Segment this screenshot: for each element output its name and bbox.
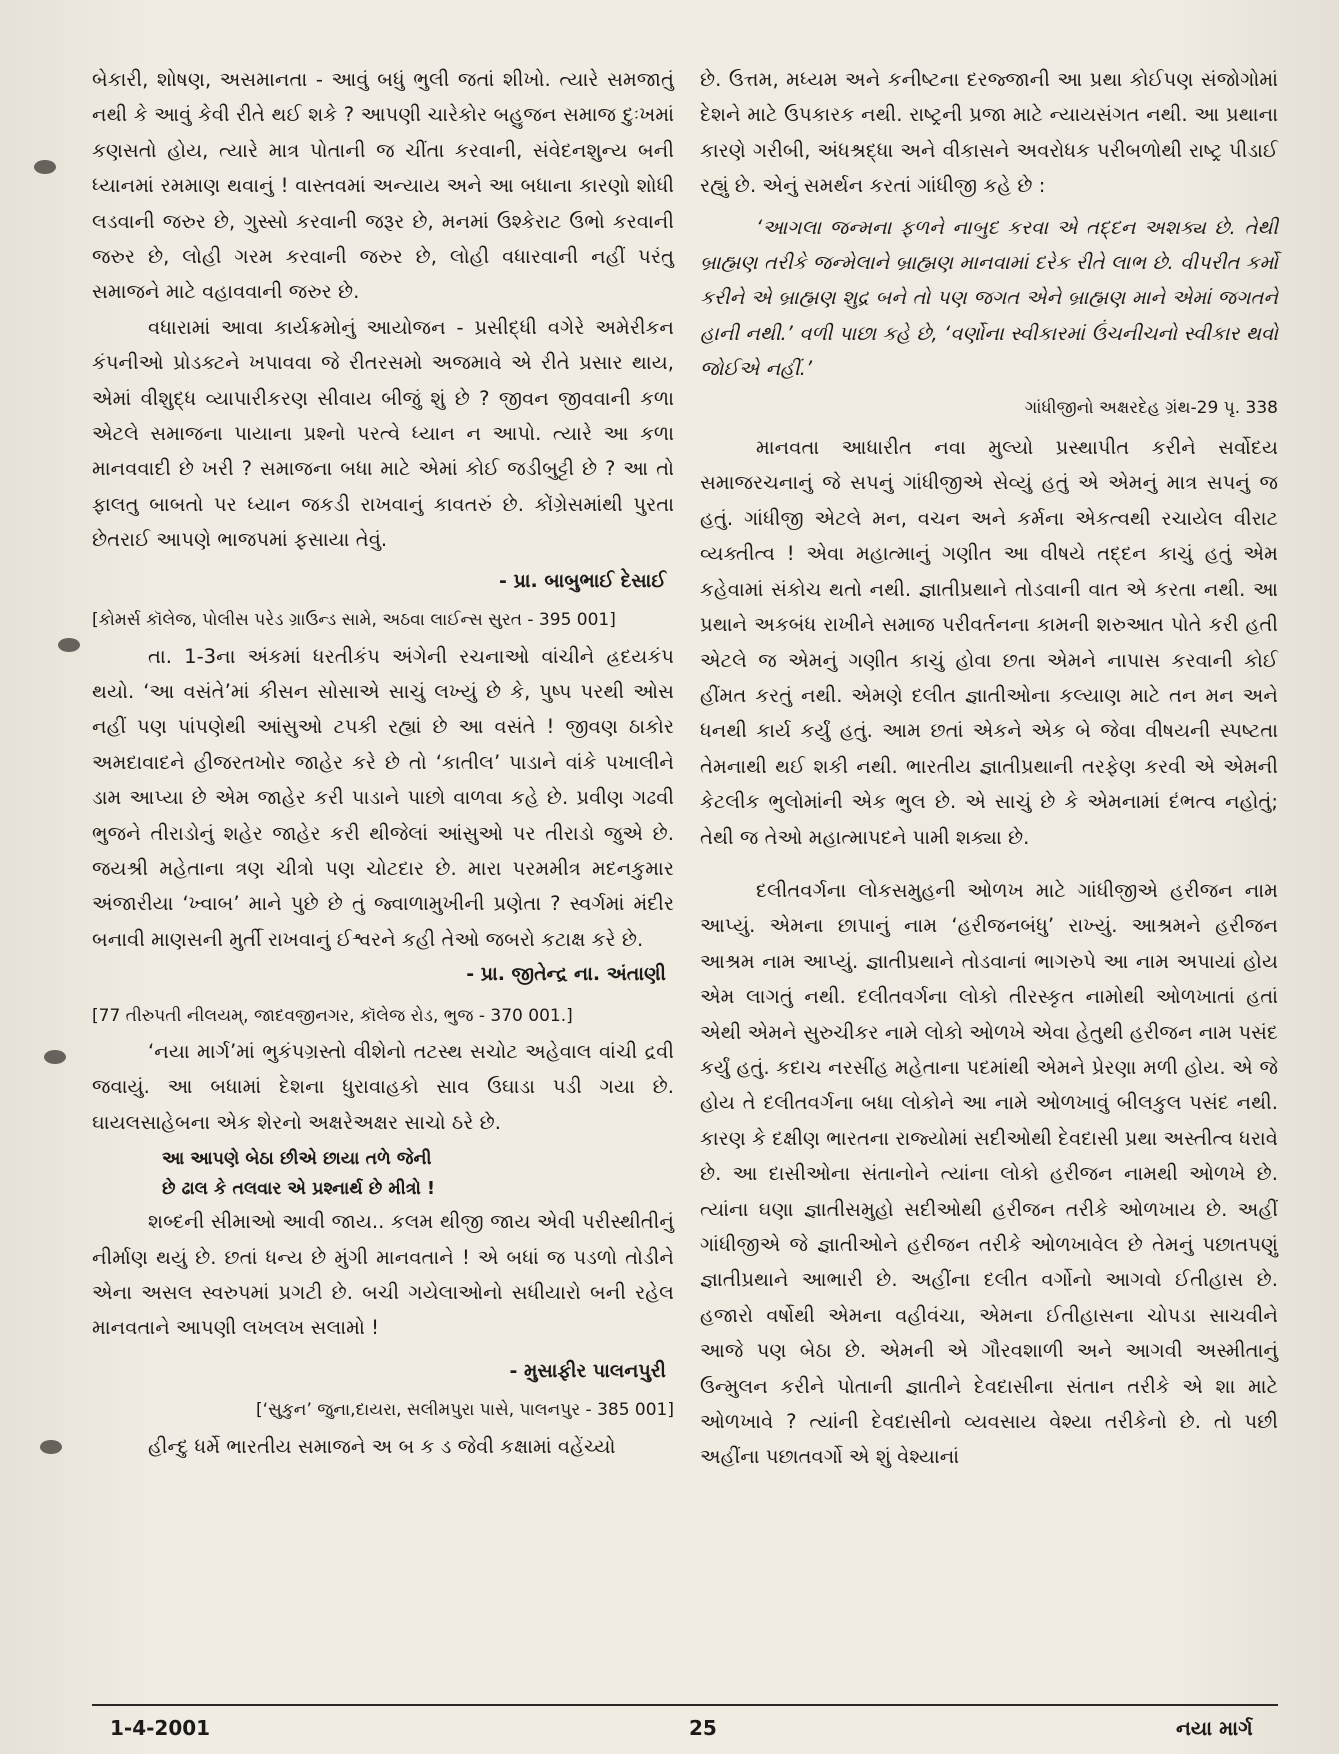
page-damage-mark: [40, 1440, 62, 1454]
paragraph: શબ્દની સીમાઓ આવી જાય.. કલમ થીજી જાય એવી પરીસ્થીતીનું નીર્માણ થયું છે. છતાં ધન્ય છે મુંગી માનવતાને ! એ બધાં જ પડળો તોડીને એના અસલ સ્વરુપમાં પ્રગટી છે. બચી ગયેલાઓનો સધીયારો બની રહેલ માનવતાને આપણી લખલખ સલામો !: [92, 1210, 674, 1340]
paragraph: હીન્દુ ધર્મે ભારતીય સમાજને અ બ ક ડ જેવી કક્ષામાં વહેંચ્યો: [148, 1434, 616, 1458]
footer-magazine-name: નયા માર્ગ: [1176, 1716, 1253, 1740]
letter-signature: - પ્રા. બાબુભાઈ દેસાઈ: [499, 569, 666, 592]
paragraph: તા. 1-3ના અંકમાં ધરતીકંપ અંગેની રચનાઓ વાંચીને હ્રદયકંપ થયો. ‘આ વસંતે’માં કીસન સોસાએ સાચું લખ્યું છે કે, પુષ્પ પરથી ઓસ નહીં પણ પાંપણેથી આંસુઓ ટપકી રહ્યાં છે આ વસંતે ! જીવણ ઠાકોર અમદાવાદને હીજરતખોર જાહેર કરે છે તો ‘કાતીલ’ પાડાને વાંકે પખાલીને ડામ આપ્યા છે એમ જાહેર કરી પાડાને પાછો વાળવા કહે છે. પ્રવીણ ગઢવી ભુજને તીરાડોનું શહેર જાહેર કરી થીજેલાં આંસુઓ પર તીરાડો જુએ છે. જયશ્રી મહેતાના ત્રણ ચીત્રો પણ ચોટદાર છે. મારા પરમમીત્ર મદનકુમાર અંજારીયા ‘ખ્વાબ’ માને પુછે છે તું જ્વાળામુખીની પ્રણેતા ? સ્વર્ગમાં મંદીર બનાવી માણસની મુર્તી રાખવાનું ઈશ્વરને કહી તેઓ જબરો કટાક્ષ કરે છે.: [92, 644, 674, 951]
left-column: [92, 62, 674, 1464]
letter-address: [‘સુકુન’ જુના,દાયરા, સલીમપુરા પાસે, પાલનપુર - 385 001]: [255, 1400, 674, 1421]
paragraph: ‘નયા માર્ગ’માં ભુકંપગ્રસ્તો વીશેનો તટસ્થ સચોટ અહેવાલ વાંચી દ્રવી જવાયું. આ બધામાં દેશના ધુરાવાહકો સાવ ઉઘાડા પડી ગયા છે. ઘાયલસાહેબના એક શેરનો અક્ષરેઅક્ષર સાચો ઠરે છે.: [92, 1039, 674, 1134]
letter-address: [77 તીરુપતી નીલયમ્, જાદવજીનગર, કૉલેજ રોડ, ભુજ - 370 001.]: [92, 1005, 573, 1026]
paragraph: દલીતવર્ગના લોકસમુહની ઓળખ માટે ગાંધીજીએ હરીજન નામ આપ્યું. એમના છાપાનું નામ ‘હરીજનબંધુ’ રાખ્યું. આશ્રમને હરીજન આશ્રમ નામ આપ્યું. જ્ઞાતીપ્રથાને તોડવાનાં ભાગરુપે આ નામ અપાયાં હોય એમ લાગતું નથી. દલીતવર્ગના લોકો તીરસ્કૃત નામોથી ઓળખાતાં હતાં એથી એમને સુરુચીકર નામે લોકો ઓળખે એવા હેતુથી હરીજન નામ પસંદ કર્યું હતું. કદાચ નરસીંહ મહેતાના પદમાંથી એમને પ્રેરણા મળી હોય. એ જે હોય તે દલીતવર્ગના બધા લોકોને આ નામે ઓળખાવું બીલકુલ પસંદ નથી. કારણ કે દક્ષીણ ભારતના રાજ્યોમાં સદીઓથી દેવદાસી પ્રથા અસ્તીત્વ ધરાવે છે. આ દાસીઓના સંતાનોને ત્યાંના લોકો હરીજન નામથી ઓળખે છે. ત્યાંના ઘણા જ્ઞાતીસમુહો સદીઓથી હરીજન તરીકે ઓળખાય છે. અહીં ગાંધીજીએ જે જ્ઞાતીઓને હરીજન તરીકે ઓળખાવેલ છે તેમનું પછાતપણું જ્ઞાતીપ્રથાને આભારી છે. અહીંના દલીત વર્ગોનો આગવો ઈતીહાસ છે. હજારો વર્ષોથી એમના વહીવંચા, એમના ઈતીહાસના ચોપડા સાચવીને આજે પણ બેઠા છે. એમની એ ગૌરવશાળી અને આગવી અસ્મીતાનું ઉન્મુલન કરીને પોતાની જ્ઞાતીને દેવદાસીના સંતાન તરીકે એ શા માટે ઓળખાવે ? ત્યાંની દેવદાસીનો વ્યવસાય વેશ્યા તરીકેનો છે. તો પછી અહીંના પછાતવર્ગો એ શું વેશ્યાનાં: [700, 878, 1278, 1469]
paragraph: માનવતા આધારીત નવા મુલ્યો પ્રસ્થાપીત કરીને સર્વોદય સમાજરચનાનું જે સપનું ગાંધીજીએ સેવ્યું હતું એ એમનું માત્ર સપનું જ હતું. ગાંધીજી એટલે મન, વચન અને કર્મના એકત્વથી રચાયેલ વીરાટ વ્યક્તીત્વ ! એવા મહાત્માનું ગણીત આ વીષયે તદ્દન કાચું હતું એમ કહેવામાં સંકોચ થતો નથી. જ્ઞાતીપ્રથાને તોડવાની વાત એ કરતા નથી. આ પ્રથાને અકબંધ રાખીને સમાજ પરીવર્તનના કામની શરુઆત પોતે કરી હતી એટલે જ એમનું ગણીત કાચું હોવા છતા એમને નાપાસ કરવાની કોઈ હીંમત કરતું નથી. એમણે દલીત જ્ઞાતીઓના કલ્યાણ માટે તન મન અને ધનથી કાર્ય કર્યું હતું. આમ છતાં એકને એક બે જેવા વીષયની સ્પષ્ટતા તેમનાથી થઈ શકી નથી. ભારતીય જ્ઞાતીપ્રથાની તરફેણ કરવી એ એમની કેટલીક ભુલોમાંની એક ભુલ છે. એ સાચું છે કે એમનામાં દંભત્વ નહોતું; તેથી જ તેઓ મહાત્માપદને પામી શક્યા છે.: [700, 436, 1278, 849]
page-damage-mark: [34, 160, 56, 174]
letter-signature: - પ્રા. જીતેન્દ્ર ના. અંતાણી: [466, 963, 666, 986]
letter-address: [કોમર્સ કૉલેજ, પોલીસ પરેડ ગ્રાઉન્ડ સામે, અઠવા લાઈન્સ સુરત - 395 001]: [92, 610, 616, 631]
paragraph: બેકારી, શોષણ, અસમાનતા - આવું બધું ભુલી જતાં શીખો. ત્યારે સમજાતું નથી કે આવું કેવી રીતે થઈ શકે ? આપણી ચારેકોર બહુજન સમાજ દુઃખમાં કણસતો હોય, ત્યારે માત્ર પોતાની જ ચીંતા કરવાની, સંવેદનશુન્ય બની ધ્યાનમાં રમમાણ થવાનું ! વાસ્તવમાં અન્યાય અને આ બધાના કારણો શોધી લડવાની જરુર છે, ગુસ્સો કરવાની જરૂર છે, મનમાં ઉશ્કેરાટ ઉભો કરવાની જરુર છે, લોહી ગરમ કરવાની જરુર છે, લોહી વધારવાની નહીં પરંતુ સમાજને માટે વહાવવાની જરુર છે.: [92, 68, 674, 304]
verse-line: છે ઢાલ કે તલવાર એ પ્રશ્નાર્થ છે મીત્રો !: [162, 1179, 436, 1200]
paragraph-gap: [700, 855, 1278, 873]
paragraph: વધારામાં આવા કાર્યક્રમોનું આયોજન - પ્રસીદ્ધી વગેરે અમેરીકન કંપનીઓ પ્રોડક્ટને ખપાવવા જે રીતરસમો અજમાવે એ રીતે પ્રસાર થાય, એમાં વીશુદ્ધ વ્યાપારીકરણ સીવાય બીજું શું છે ? જીવન જીવવાની કળા એટલે સમાજના પાયાના પ્રશ્નો પરત્વે ધ્યાન ન આપો. ત્યારે આ કળા માનવવાદી છે ખરી ? સમાજના બધા માટે એમાં કોઈ જડીબુટ્ટી છે ? આ તો ફાલતુ બાબતો પર ધ્યાન જકડી રાખવાનું કાવતરું છે. કોંગ્રેસમાંથી પુરતા છેતરાઈ આપણે ભાજપમાં ફસાયા તેવું.: [92, 315, 674, 552]
verse-line: આ આપણે બેઠા છીએ છાયા તળે જેની: [162, 1149, 432, 1170]
page-damage-mark: [58, 638, 80, 652]
letter-signature: - મુસાફીર પાલનપુરી: [509, 1359, 666, 1382]
paragraph: છે. ઉત્તમ, મધ્યમ અને કનીષ્ટના દરજ્જાની આ પ્રથા કોઈપણ સંજોગોમાં દેશને માટે ઉપકારક નથી. રાષ્ટ્રની પ્રજા માટે ન્યાયસંગત નથી. આ પ્રથાના કારણે ગરીબી, અંધશ્રદ્ધા અને વીકાસને અવરોધક પરીબળોથી રાષ્ટ્ર પીડાઈ રહ્યું છે. એનું સમર્થન કરતાં ગાંધીજી કહે છે :: [700, 68, 1278, 198]
right-column: [700, 62, 1278, 1475]
footer-page-number: 25: [689, 1716, 717, 1740]
gandhi-quote: ‘આગલા જન્મના ફળને નાબુદ કરવા એ તદ્દન અશક્ય છે. તેથી બ્રાહ્મણ તરીકે જન્મેલાને બ્રાહ્મણ માનવામાં દરેક રીતે લાભ છે. વીપરીત કર્મો કરીને એ બ્રાહ્મણ શુદ્ર બને તો પણ જગત એને બ્રાહ્મણ માને એમાં જગતને હાની નથી.’ વળી પાછા કહે છે, ‘વર્ણોના સ્વીકારમાં ઉંચનીચનો સ્વીકાર થવો જોઈએ નહીં.’: [700, 215, 1278, 381]
footer-rule: [92, 1704, 1278, 1706]
footer-date: 1-4-2001: [110, 1716, 211, 1740]
page-damage-mark: [44, 1050, 66, 1064]
quote-reference: ગાંધીજીનો અક્ષરદેહ ગ્રંથ-29 પૃ. 338: [1024, 397, 1278, 418]
